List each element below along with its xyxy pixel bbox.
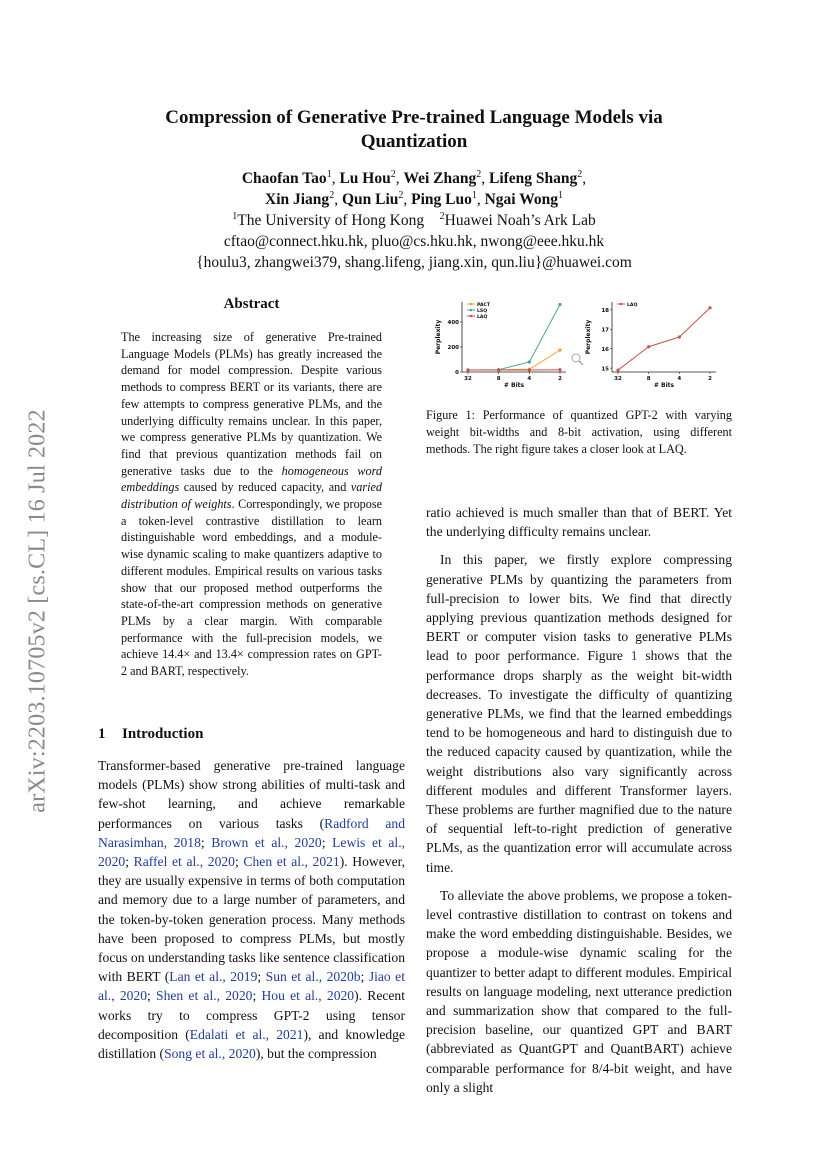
y-axis-label: Perplexity <box>435 319 442 355</box>
author-sup: 2 <box>390 168 396 180</box>
text-run: ), and knowledge distillation ( <box>98 1026 406 1062</box>
y-tick-label: 200 <box>447 345 459 352</box>
affiliation-2: Huawei Noah’s Ark Lab <box>444 212 596 229</box>
text-run: ; <box>360 969 369 985</box>
text-run: ; <box>125 854 134 870</box>
citation-link[interactable]: Lan et al., 2019 <box>169 969 258 985</box>
data-point <box>647 345 650 348</box>
figure-1-caption: Figure 1: Performance of quantized GPT-2 with varying weight bit-widths and 8-bit activation, using different methods. The right figure takes a closer look at LAQ. <box>426 408 732 456</box>
paragraph: To alleviate the above problems, we propose a token-level contrastive distillation to contrast on tokens and make the word embedding distinguishable. Besides, we propose a module-wise dynamic scaling for the quantizer to better adapt to different modules. Empirical results on language modeling, next utterance prediction and summarization show that compared to the full-precision baseline, our quantized GPT and BART (abbreviated as QuantGPT and QuantBART) achieve comparable performance for 8/4-bit weight, and have only a slight <box>426 887 732 1095</box>
citation-link[interactable]: Hou et al., 2020 <box>261 988 355 1004</box>
author-sup: 2 <box>329 189 335 201</box>
author-sup: 1 <box>326 168 332 180</box>
text-run: ; <box>200 834 212 850</box>
citation-link[interactable]: Jiao et al., 2020 <box>98 969 405 1004</box>
emails-1: cftao@connect.hku.hk, pluo@cs.hku.hk, nwong@eee.hku.hk <box>223 233 605 250</box>
abstract-emphasis: homogeneous word embeddings <box>121 463 382 495</box>
data-point <box>558 303 561 306</box>
intro-right-column <box>426 503 732 1097</box>
citation-link[interactable]: Chen et al., 2021 <box>243 854 340 870</box>
data-point <box>558 368 561 371</box>
author-name: Qun Liu <box>341 191 399 208</box>
author-sup: 1 <box>557 189 563 201</box>
abstract-part: The increasing size of generative Pre-trained Language Models (PLMs) has greatly increased the demand for model compression. Despite various methods to compress BERT or its variants, there are few attempts to compress generative PLMs, and the underlying difficulty remains unclear. In this paper, we compress generative PLMs by quantization. We find that previous quantization methods fail on generative tasks due to the <box>121 330 382 478</box>
text-run: ; <box>321 834 333 850</box>
data-point <box>528 360 531 363</box>
legend-label: LAQ <box>627 302 638 308</box>
paragraph <box>426 550 732 876</box>
abstract-emphasis: varied distribution of weights <box>121 480 382 512</box>
legend-label: LSQ <box>477 308 488 314</box>
paper-title <box>100 106 728 154</box>
x-tick-label: 32 <box>464 376 472 382</box>
citation-link[interactable]: Lewis et al., 2020 <box>98 834 405 870</box>
data-point <box>616 368 619 371</box>
text-run: ). Recent works try to compress GPT-2 using tensor decomposition ( <box>98 988 405 1042</box>
x-tick-label: 8 <box>496 376 501 382</box>
x-tick-label: 32 <box>614 376 622 382</box>
abstract-part: caused by reduced capacity, and <box>179 480 351 495</box>
citation-link[interactable]: Edalati et al., 2021 <box>189 1026 304 1042</box>
citation-link[interactable]: Brown et al., 2020 <box>211 834 322 850</box>
affiliation-sup: 2 <box>439 210 445 222</box>
author-name: Ngai Wong <box>484 191 558 208</box>
x-tick-label: 2 <box>708 376 712 382</box>
author-name: Lifeng Shang <box>489 170 578 187</box>
title-line-2: Quantization <box>360 131 468 152</box>
affiliation-sup: 1 <box>232 210 238 222</box>
citation-link[interactable]: Radford and Narasimhan, 2018 <box>98 815 406 850</box>
legend-marker <box>620 303 623 306</box>
data-point <box>678 335 681 338</box>
section-title: Introduction <box>122 726 204 742</box>
x-tick-label: 8 <box>646 376 651 382</box>
text-run: In this paper, we firstly explore compressing generative PLMs by quantizing the parameters from full-precision to lower bits. We find that directly applying previous quantization methods designed for BERT or computer vision tasks to generative PLMs lead to poor performance. Figure <box>426 552 732 664</box>
x-tick-label: 2 <box>558 376 562 382</box>
x-axis-label: # Bits <box>503 382 525 389</box>
citation-link[interactable]: Sun et al., 2020b <box>265 969 361 985</box>
y-tick-label: 400 <box>447 320 459 327</box>
x-tick-label: 4 <box>527 376 532 382</box>
legend-label: LAQ <box>477 314 488 320</box>
text-run: ; <box>252 988 262 1004</box>
abstract-text <box>121 329 382 680</box>
author-name: Xin Jiang <box>265 191 330 208</box>
series-line <box>618 308 710 370</box>
x-axis-label: # Bits <box>653 382 675 389</box>
magnifier-icon <box>572 354 583 365</box>
text-run: Transformer-based generative pre-trained language models (PLMs) show strong abilities of multi-task and few-shot learning, and achieve remarkable performances on various tasks ( <box>98 758 405 831</box>
author-sup: 2 <box>398 189 404 201</box>
y-tick-label: 16 <box>601 346 609 353</box>
x-tick-label: 4 <box>677 376 682 382</box>
intro-left-column <box>98 756 405 1063</box>
citation-link[interactable]: Song et al., 2020 <box>164 1046 256 1062</box>
abstract-heading: Abstract <box>223 296 280 312</box>
section-heading-introduction <box>98 726 203 743</box>
y-axis-label: Perplexity <box>585 319 592 355</box>
data-point <box>466 368 469 371</box>
text-run: shows that the performance drops sharply as the weight bit-width decreases. To investigate the difficulty of quantizing generative PLMs, we find that the learned embeddings tend to be homogeneous and hard to distinguish due to the reduced capacity caused by quantization, while the weight distributions also vary significantly across different modules and different Transformer layers. These problems are further magnified due to the nature of sequential left-to-right prediction of generative PLMs, as the quantization error will accumulate across time. <box>426 648 732 875</box>
emails-2: {houlu3, zhangwei379, shang.lifeng, jiang.xin, qun.liu}@huawei.com <box>196 254 632 271</box>
y-tick-label: 0 <box>455 370 459 377</box>
data-point <box>497 368 500 371</box>
paragraph: ratio achieved is much smaller than that of BERT. Yet the underlying difficulty remains unclear. <box>426 505 732 540</box>
author-sup: 1 <box>471 189 477 201</box>
data-point <box>528 368 531 371</box>
legend-marker <box>470 315 473 318</box>
y-tick-label: 18 <box>601 307 609 314</box>
citation-link[interactable]: Shen et al., 2020 <box>156 988 253 1004</box>
author-name: Lu Hou <box>339 170 391 187</box>
text-run: ; <box>147 988 157 1004</box>
author-sup: 2 <box>476 168 482 180</box>
legend-marker <box>470 303 473 306</box>
y-tick-label: 17 <box>601 327 609 334</box>
title-line-1: Compression of Generative Pre-trained Language Models via <box>165 107 663 128</box>
author-name: Chaofan Tao <box>241 170 327 187</box>
author-line-1: Chaofan Tao$^1$, Lu Hou$^2$, Wei Zhang$^2$, Lifeng Shang$^2$, <box>241 168 587 187</box>
author-sup: 2 <box>577 168 583 180</box>
affiliation-1: The University of Hong Kong <box>237 212 425 229</box>
section-number: 1 <box>98 726 106 742</box>
abstract-part: . Correspondingly, we propose a token-level contrastive distillation to learn distinguishable word embeddings, and a module-wise dynamic scaling to make quantizers adaptive to different modules. Empirical results on various tasks show that our proposed method outperforms the state-of-the-art compression methods on generative PLMs by a clear margin. With comparable performance with the full-precision models, we achieve 14.4× and 13.4× compression rates on GPT-2 and BART, respectively. <box>121 497 382 679</box>
affiliations <box>130 210 698 231</box>
legend-label: PACT <box>477 302 491 308</box>
arxiv-stamp-text: arXiv:2203.10705v2 [cs.CL] 16 Jul 2022 <box>24 409 51 813</box>
text-run: ). However, they are usually expensive in terms of both computation and memory due to a large number of parameters, and the token-by-token generation process. Many methods have been proposed to compress PLMs, but mostly focus on understanding tasks like sentence classification with BERT ( <box>98 854 405 985</box>
data-point <box>708 306 711 309</box>
author-block <box>130 168 698 273</box>
series-line <box>468 350 560 370</box>
author-line-2: Xin Jiang$^2$, Qun Liu$^2$, Ping Luo$^1$, Ngai Wong$^1$ <box>265 189 563 208</box>
data-point <box>558 349 561 352</box>
author-name: Ping Luo <box>411 191 472 208</box>
y-tick-label: 15 <box>601 366 609 373</box>
figure-1-charts <box>426 298 732 398</box>
text-run: ; <box>234 854 244 870</box>
text-run: ; <box>257 969 266 985</box>
author-name: Wei Zhang <box>403 170 477 187</box>
citation-link[interactable]: Raffel et al., 2020 <box>133 854 235 870</box>
arxiv-stamp <box>14 376 62 846</box>
text-run: ), but the compression <box>255 1046 377 1062</box>
legend-marker <box>470 309 473 312</box>
figure-ref-link[interactable]: 1 <box>630 648 638 664</box>
